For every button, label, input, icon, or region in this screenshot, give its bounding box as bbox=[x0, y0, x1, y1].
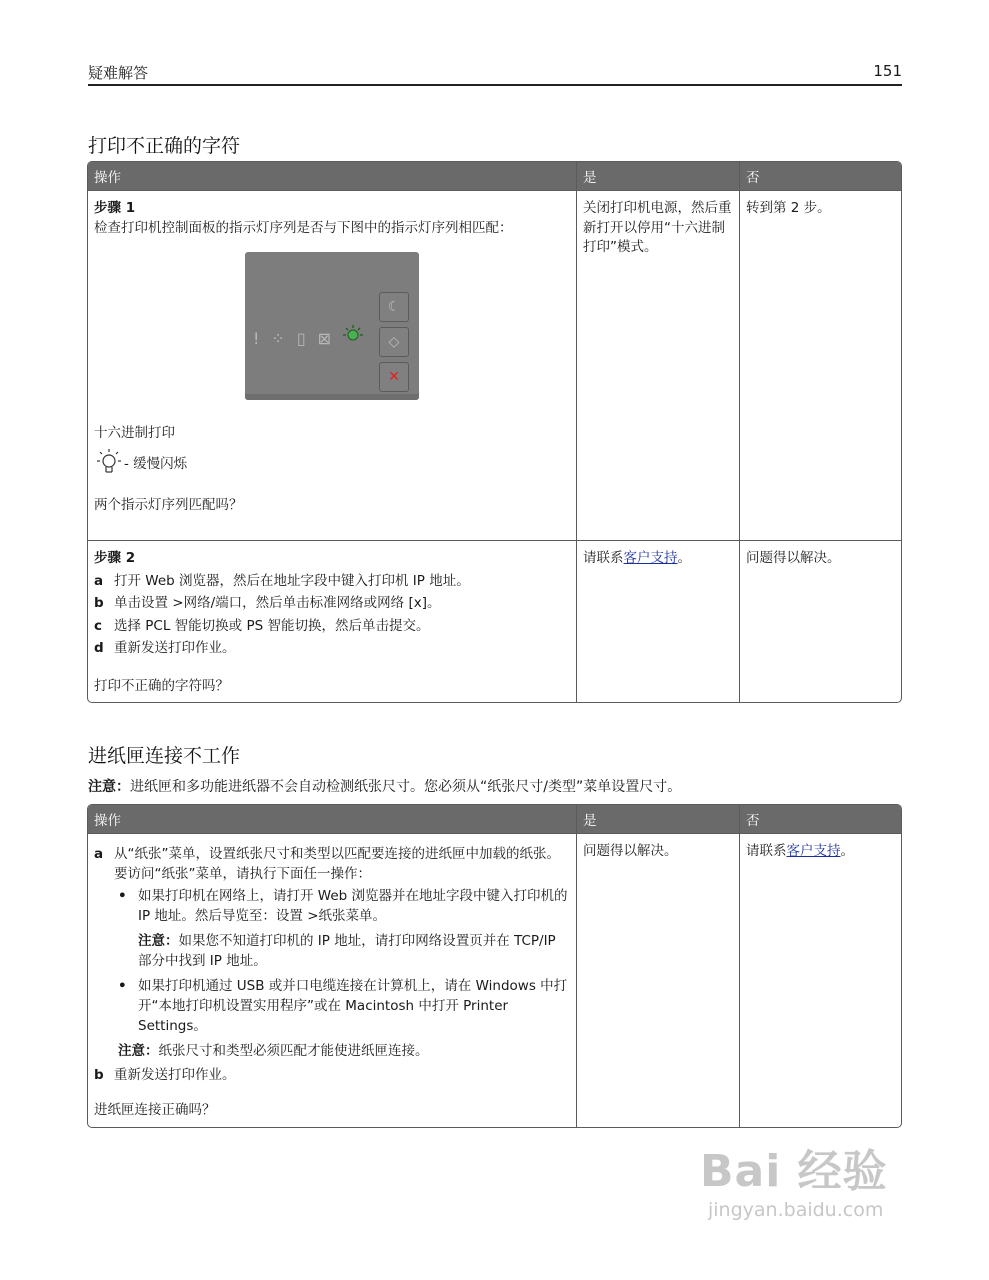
col-action: 操作 bbox=[88, 805, 576, 833]
ready-light-icon: ⁘ bbox=[271, 328, 285, 348]
list-item: d 重新发送打印作业。 bbox=[94, 640, 236, 657]
legend bbox=[94, 448, 570, 483]
sleep-button-icon: ☾ bbox=[379, 292, 409, 322]
watermark-url: jingyan.baidu.com bbox=[708, 1199, 884, 1221]
page-header bbox=[88, 62, 902, 86]
list-item: a 打开 Web 浏览器，然后在地址字段中键入打印机 IP 地址。 bbox=[94, 572, 470, 589]
customer-support-link[interactable]: 客户支持 bbox=[623, 550, 678, 566]
cancel-button-icon: ✕ bbox=[379, 362, 409, 392]
section-title-2: 进纸匣连接不工作 bbox=[88, 745, 241, 767]
step2-yes: 请联系客户支持。 bbox=[576, 540, 739, 702]
start-button-icon: ◇ bbox=[379, 327, 409, 357]
tray-yes: 问题得以解决。 bbox=[576, 833, 739, 1127]
step2-no: 问题得以解决。 bbox=[739, 540, 901, 702]
troubleshoot-table-2 bbox=[87, 804, 902, 1128]
watermark-brand: Bai 经验 bbox=[700, 1146, 888, 1197]
indicator-lights bbox=[253, 325, 375, 351]
step1-no: 转到第 2 步。 bbox=[739, 190, 901, 540]
bullet-item: • 如果打印机在网络上，请打开 Web 浏览器并在地址字段中键入打印机的 IP 地址。然后导览至：设置 >纸张菜单。 bbox=[118, 888, 568, 924]
step1-yes: 关闭打印机电源，然后重新打开以停用“十六进制打印”模式。 bbox=[576, 190, 739, 540]
page-number: 151 bbox=[873, 62, 902, 80]
step1-label: 步骤 1 bbox=[94, 200, 136, 216]
step1-question: 两个指示灯序列匹配吗？ bbox=[94, 497, 243, 514]
section-name: 疑难解答 bbox=[88, 64, 149, 82]
list-item: a 从“纸张”菜单，设置纸张尺寸和类型以匹配要连接的进纸匣中加载的纸张。要访问“纸张”菜单，请执行下面任一操作： bbox=[94, 846, 560, 882]
col-yes: 是 bbox=[576, 162, 739, 190]
col-action: 操作 bbox=[88, 162, 576, 190]
legend-text: - 缓慢闪烁 bbox=[124, 456, 188, 473]
tray-question: 进纸匣连接正确吗？ bbox=[94, 1102, 216, 1119]
tray-no: 请联系客户支持。 bbox=[739, 833, 901, 1127]
blinking-light-icon bbox=[343, 325, 363, 351]
step1-text: 检查打印机控制面板的指示灯序列是否与下图中的指示灯序列相匹配： bbox=[94, 219, 513, 236]
lightbulb-icon bbox=[94, 448, 124, 483]
col-yes: 是 bbox=[576, 805, 739, 833]
baidu-watermark bbox=[700, 1135, 888, 1221]
tray-action bbox=[88, 833, 576, 1127]
bullet-item: • 如果打印机通过 USB 或并口电缆连接在计算机上，请在 Windows 中打开“本地打印机设置实用程序”或在 Macintosh 中打开 Printer Settings。 bbox=[118, 978, 568, 1034]
control-panel-image bbox=[245, 252, 419, 400]
step2-label: 步骤 2 bbox=[94, 550, 136, 566]
toner-light-icon: ⊠ bbox=[317, 328, 332, 348]
customer-support-link[interactable]: 客户支持 bbox=[786, 843, 841, 859]
list-item: b 重新发送打印作业。 bbox=[94, 1066, 236, 1083]
section-title-1: 打印不正确的字符 bbox=[88, 135, 241, 157]
item-note: 注意：纸张尺寸和类型必须匹配才能使进纸匣连接。 bbox=[118, 1043, 429, 1060]
col-no: 否 bbox=[739, 162, 901, 190]
bullet-note: 注意：如果您不知道打印机的 IP 地址，请打印网络设置页并在 TCP/IP 部分中找到 IP 地址。 bbox=[138, 933, 556, 969]
step1-action bbox=[88, 190, 576, 540]
list-item: b 单击设置 >网络/端口，然后单击标准网络或网络 [x]。 bbox=[94, 595, 441, 612]
troubleshoot-table-1 bbox=[87, 161, 902, 703]
col-no: 否 bbox=[739, 805, 901, 833]
list-item: c 选择 PCL 智能切换或 PS 智能切换，然后单击提交。 bbox=[94, 617, 430, 634]
step2-question: 打印不正确的字符吗？ bbox=[94, 677, 229, 694]
step2-action bbox=[88, 540, 576, 702]
section2-note: 注意：进纸匣和多功能进纸器不会自动检测纸张尺寸。您必须从“纸张尺寸/类型”菜单设置尺寸。 bbox=[88, 779, 682, 795]
paper-light-icon: ▯ bbox=[296, 328, 306, 348]
error-light-icon: ! bbox=[253, 328, 260, 348]
mode-name: 十六进制打印 bbox=[94, 425, 175, 442]
